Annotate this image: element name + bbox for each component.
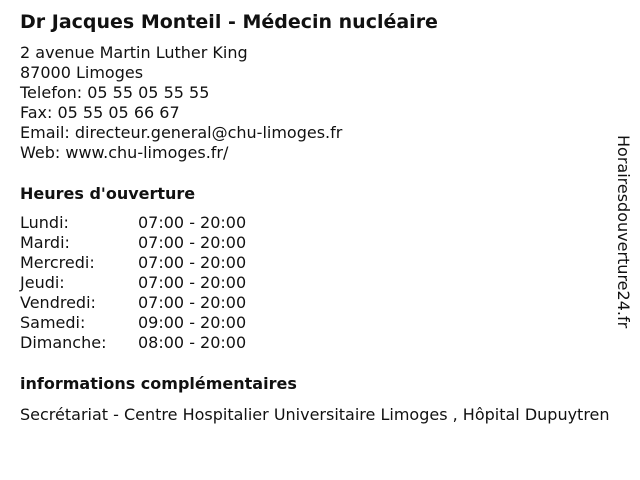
time-range: 09:00 - 20:00 [138,313,247,332]
time-range: 08:00 - 20:00 [138,333,247,352]
website: Web: www.chu-limoges.fr/ [20,143,229,162]
hours-heading: Heures d'ouverture [20,184,196,203]
hours-row-wednesday [20,253,246,273]
hours-row-monday [20,213,246,233]
info-heading: informations complémentaires [20,374,297,393]
time-range: 07:00 - 20:00 [138,293,247,312]
page-title: Dr Jacques Monteil - Médecin nucléaire [20,11,438,33]
day-label: Vendredi: [20,293,96,312]
hours-row-friday [20,293,246,313]
day-label: Lundi: [20,213,69,232]
address-street: 2 avenue Martin Luther King [20,43,248,62]
email-address: Email: directeur.general@chu-limoges.fr [20,123,343,142]
opening-hours-table [20,213,246,353]
phone-number: Telefon: 05 55 05 55 55 [20,83,210,102]
day-label: Jeudi: [20,273,65,292]
side-brand-watermark: Horairesdouverture24.fr [614,135,633,329]
fax-number: Fax: 05 55 05 66 67 [20,103,180,122]
address-city: 87000 Limoges [20,63,144,82]
hours-row-thursday [20,273,246,293]
hours-row-saturday [20,313,246,333]
time-range: 07:00 - 20:00 [138,233,247,252]
time-range: 07:00 - 20:00 [138,273,247,292]
time-range: 07:00 - 20:00 [138,213,247,232]
hours-row-sunday [20,333,246,353]
hours-row-tuesday [20,233,246,253]
day-label: Samedi: [20,313,86,332]
contact-block [20,43,342,163]
day-label: Mercredi: [20,253,95,272]
info-text: Secrétariat - Centre Hospitalier Universitaire Limoges , Hôpital Dupuytren [20,405,610,424]
day-label: Mardi: [20,233,70,252]
day-label: Dimanche: [20,333,107,352]
time-range: 07:00 - 20:00 [138,253,247,272]
